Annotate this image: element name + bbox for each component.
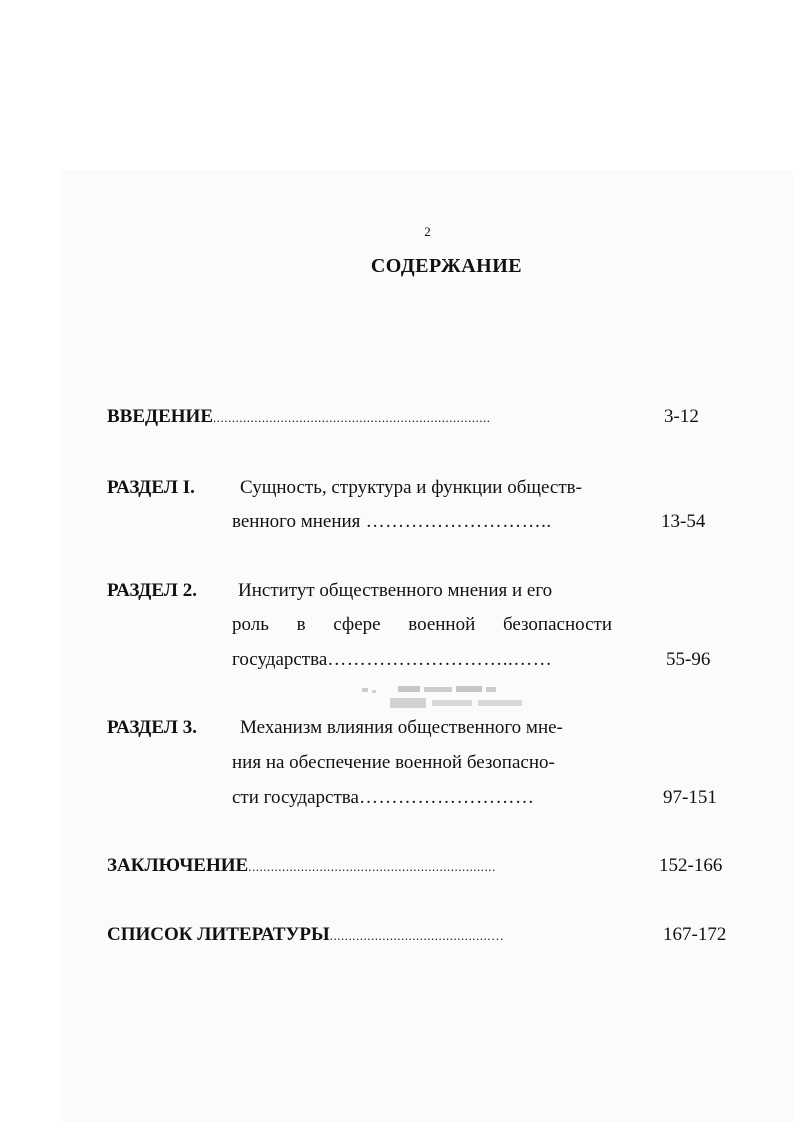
toc-references-label: СПИСОК ЛИТЕРАТУРЫ	[107, 924, 330, 945]
toc-section2-line1: Институт общественного мнения и его	[238, 580, 553, 601]
toc-section3-title-end: сти государства	[232, 787, 359, 808]
toc-section2-line3	[232, 648, 552, 672]
toc-section2-dots: ………………………..……	[327, 649, 553, 670]
toc-section3-dots: ………………………	[358, 787, 535, 808]
toc-section2-word: безопасности	[502, 614, 612, 635]
toc-section3-label: РАЗДЕЛ 3.	[107, 717, 197, 738]
toc-section2-word: сфере	[333, 614, 381, 635]
toc-section2-title-end: государства	[232, 649, 328, 670]
toc-references-pages: 167-172	[663, 924, 727, 945]
toc-section3-line1: Механизм влияния общественного мне-	[240, 717, 563, 738]
toc-intro-label: ВВЕДЕНИЕ	[107, 406, 213, 427]
toc-section1-title-end: венного мнения	[232, 511, 361, 532]
toc-conclusion-label: ЗАКЛЮЧЕНИЕ	[107, 855, 249, 876]
scan-background	[60, 170, 793, 1122]
toc-conclusion-dots: ..................................................................	[248, 859, 496, 874]
page-title: СОДЕРЖАНИЕ	[370, 255, 523, 277]
toc-entry-conclusion	[107, 854, 496, 879]
toc-section2-pages: 55-96	[666, 649, 711, 670]
toc-conclusion-pages: 152-166	[659, 855, 723, 876]
toc-section2-word: в	[296, 614, 306, 635]
toc-section1-pages: 13-54	[661, 511, 706, 532]
toc-entry-intro	[107, 405, 491, 430]
toc-section2-word: военной	[408, 614, 476, 635]
toc-section3-line3	[232, 786, 534, 810]
toc-entry-references	[107, 923, 504, 948]
toc-section2-line2	[232, 613, 612, 637]
toc-section3-pages: 97-151	[663, 787, 717, 808]
toc-section1-dots: ………………………..	[360, 511, 552, 532]
toc-section3-line2: ния на обеспечение военной безопасно-	[232, 752, 555, 773]
toc-section1-label: РАЗДЕЛ I.	[107, 477, 195, 498]
toc-section1-line2	[232, 510, 552, 534]
faint-library-stamp	[360, 684, 530, 716]
toc-intro-pages: 3-12	[664, 406, 699, 427]
toc-references-dots: ...........................................…	[329, 928, 505, 943]
toc-intro-dots: ..........................................................................	[213, 410, 491, 425]
toc-section2-word: роль	[232, 614, 269, 635]
page-number: 2	[424, 224, 431, 239]
toc-section1-line1: Сущность, структура и функции обществ-	[240, 477, 582, 498]
toc-section2-label: РАЗДЕЛ 2.	[107, 580, 197, 601]
